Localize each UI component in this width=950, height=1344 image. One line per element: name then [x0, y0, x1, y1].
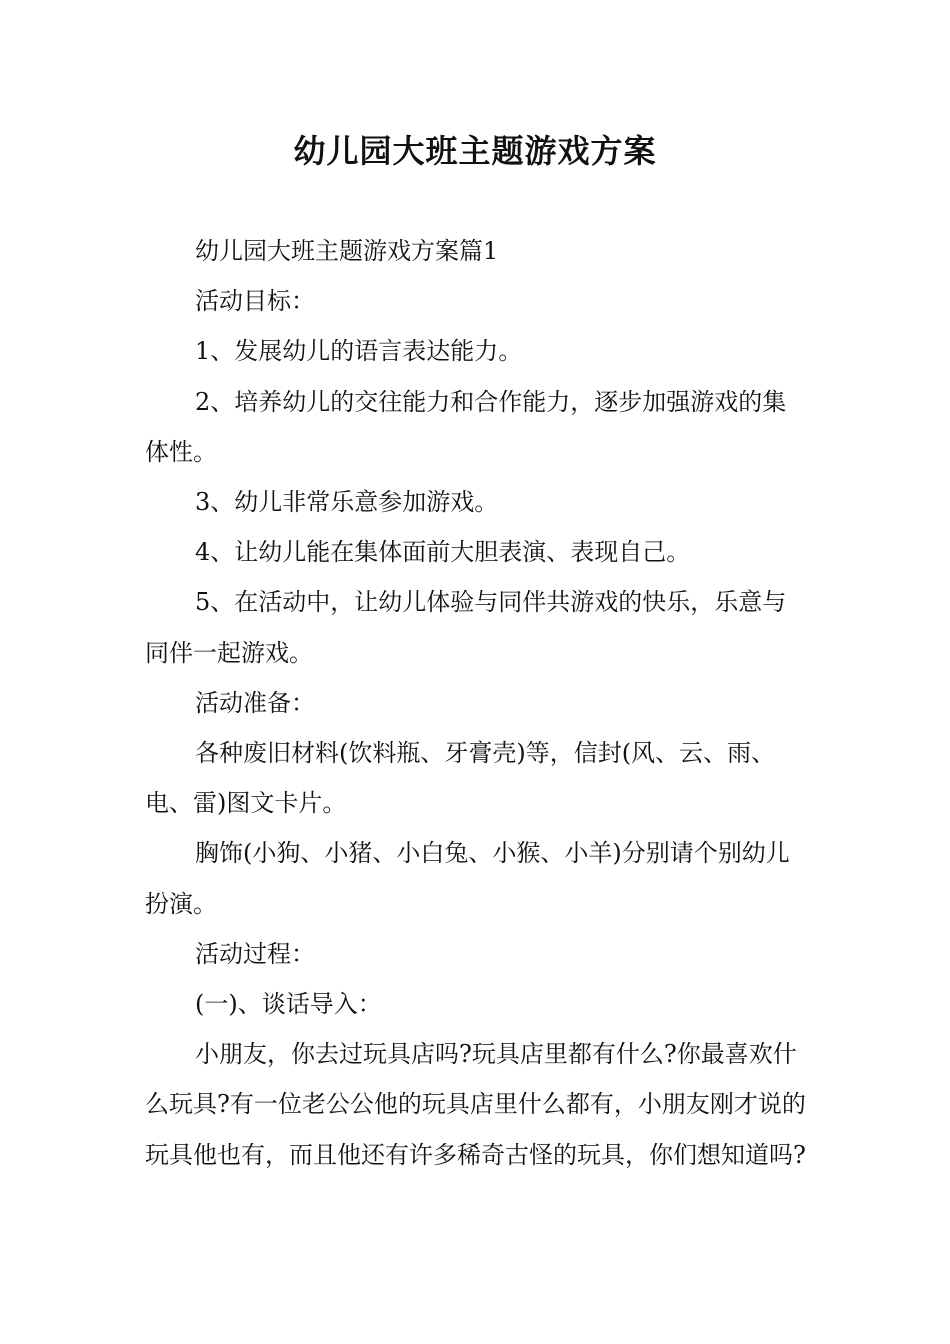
- paragraph-goal-4: 4、让幼儿能在集体面前大胆表演、表现自己。: [195, 538, 691, 567]
- paragraph-step-1-heading: (一)、谈话导入：: [195, 990, 382, 1019]
- paragraph-goal-3: 3、幼儿非常乐意参加游戏。: [195, 488, 499, 517]
- document-body: [145, 226, 810, 1180]
- paragraph-preparation-materials: 各种废旧材料(饮料瓶、牙膏壳)等，信封(风、云、雨、电、雷)图文卡片。: [145, 739, 776, 818]
- paragraph-step-1-text: 小朋友，你去过玩具店吗?玩具店里都有什么?你最喜欢什么玩具?有一位老公公他的玩具店里什么都有，小朋友刚才说的玩具他也有，而且他还有许多稀奇古怪的玩具，你们想知道吗?: [145, 1040, 806, 1169]
- paragraph-process-heading: 活动过程：: [195, 939, 315, 968]
- paragraph-goal-1: 1、发展幼儿的语言表达能力。: [195, 337, 523, 366]
- paragraph-goal-5: 5、在活动中，让幼儿体验与同伴共游戏的快乐，乐意与同伴一起游戏。: [145, 588, 787, 667]
- paragraph-preparation-badges: 胸饰(小狗、小猪、小白兔、小猴、小羊)分别请个别幼儿扮演。: [145, 839, 790, 918]
- paragraph-goal-2: 2、培养幼儿的交往能力和合作能力，逐步加强游戏的集体性。: [145, 387, 787, 466]
- paragraph-section-heading: 幼儿园大班主题游戏方案篇1: [195, 237, 499, 265]
- document-title: 幼儿园大班主题游戏方案: [293, 132, 657, 170]
- paragraph-goals-heading: 活动目标：: [195, 287, 315, 316]
- paragraph-preparation-heading: 活动准备：: [195, 688, 315, 717]
